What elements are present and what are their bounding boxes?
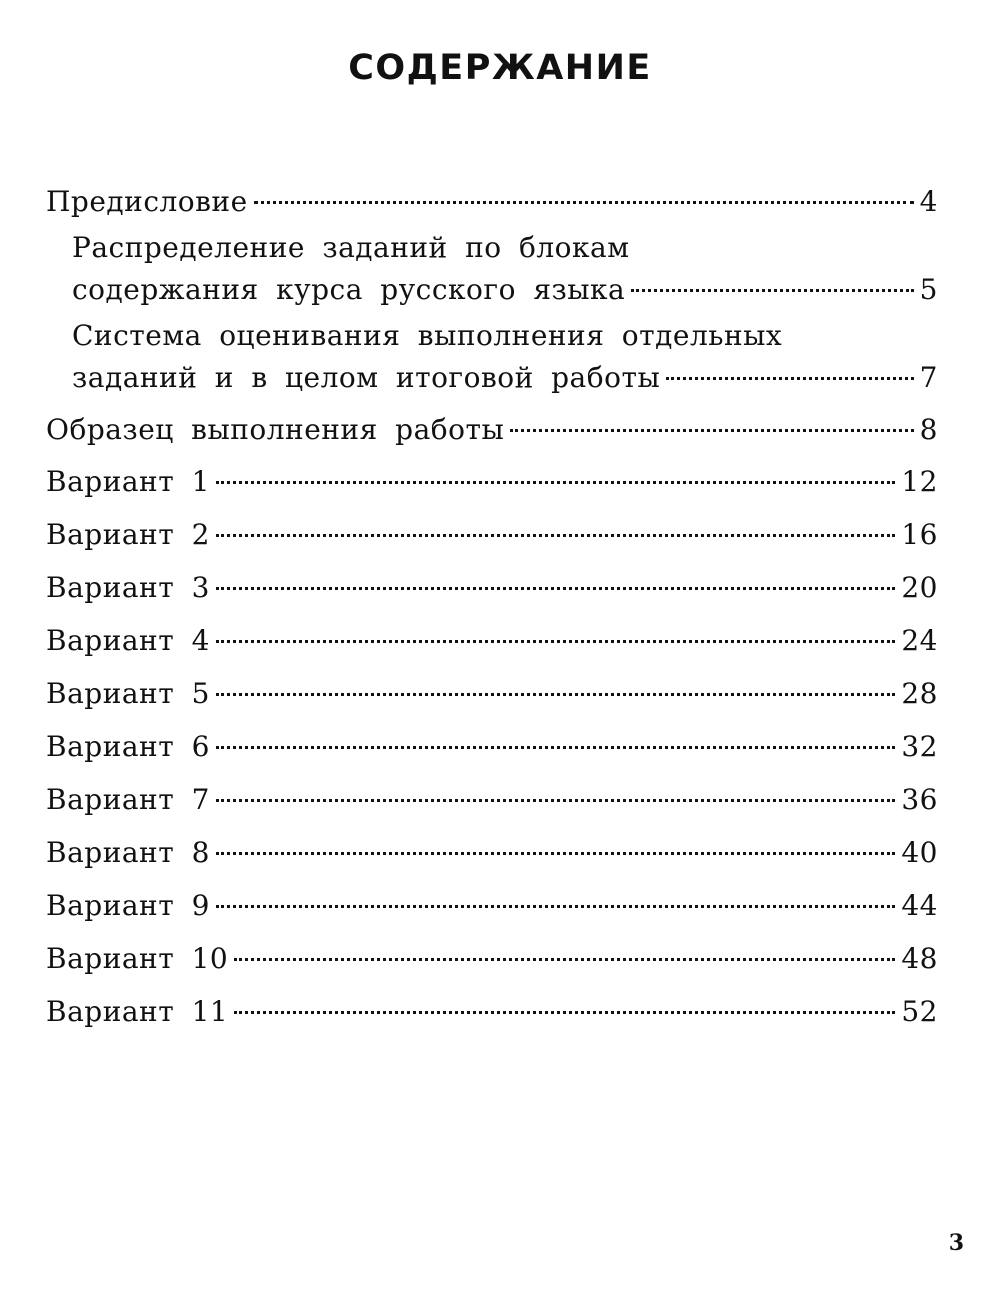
toc-entry-label: Предисловие [46,185,248,218]
dot-leader [631,289,913,292]
dot-leader [666,377,913,380]
dot-leader [216,587,895,590]
toc-entry-label: Вариант 3 [46,571,210,604]
dot-leader [234,958,895,961]
toc-entry-assessment-line1 [72,316,782,356]
toc-entry-variant-11 [46,992,938,1032]
toc-entry-page: 16 [901,518,938,551]
toc-entry-page: 48 [901,942,938,975]
toc-entry-page: 28 [901,677,938,710]
toc-entry-label: Вариант 6 [46,730,210,763]
toc-entry-variant-6 [46,727,938,767]
toc-entry-page: 12 [901,465,938,498]
toc-entry-page: 4 [919,185,938,218]
toc-entry-label: содержания курса русского языка [72,273,626,306]
toc-entry-assessment [72,358,938,398]
toc-entry-variant-9 [46,886,938,926]
toc-entry-label: Вариант 2 [46,518,210,551]
toc-entry-label: Вариант 1 [46,465,210,498]
toc-entry-page: 7 [919,361,938,394]
toc-entry-distribution [72,270,938,310]
toc-entry-variant-10 [46,939,938,979]
toc-entry-sample [46,410,938,450]
dot-leader [216,481,895,484]
toc-entry-label: Вариант 7 [46,783,210,816]
toc-entry-label: Вариант 9 [46,889,210,922]
toc-entry-label: заданий и в целом итоговой работы [72,361,661,394]
toc-entry-variant-2 [46,515,938,555]
toc-entry-page: 24 [901,624,938,657]
toc-entry-label: Вариант 10 [46,942,229,975]
toc-entry-label: Вариант 5 [46,677,210,710]
dot-leader [216,534,895,537]
toc-entry-page: 36 [901,783,938,816]
toc-entry-distribution-line1 [72,228,630,268]
toc-entry-page: 20 [901,571,938,604]
toc-entry-variant-1 [46,462,938,502]
page-title: СОДЕРЖАНИЕ [348,48,652,88]
toc-entry-preface [46,182,938,222]
dot-leader [216,799,895,802]
toc-entry-page: 44 [901,889,938,922]
toc-entry-variant-4 [46,621,938,661]
toc-entry-label: Образец выполнения работы [46,413,505,446]
toc-entry-page: 52 [901,995,938,1028]
toc-entry-variant-8 [46,833,938,873]
toc-entry-page: 5 [919,273,938,306]
toc-entry-label: Система оценивания выполнения отдельных [72,319,783,352]
toc-entry-label: Вариант 11 [46,995,229,1028]
dot-leader [216,746,895,749]
dot-leader [254,201,914,204]
dot-leader [510,429,913,432]
toc-entry-label: Вариант 8 [46,836,210,869]
dot-leader [216,905,895,908]
toc-entry-variant-7 [46,780,938,820]
dot-leader [216,640,895,643]
dot-leader [216,852,895,855]
toc-entry-page: 8 [919,413,938,446]
dot-leader [216,693,895,696]
toc-entry-variant-5 [46,674,938,714]
toc-entry-page: 40 [901,836,938,869]
dot-leader [234,1011,895,1014]
toc-entry-variant-3 [46,568,938,608]
toc-entry-label: Вариант 4 [46,624,210,657]
toc-entry-label: Распределение заданий по блокам [72,231,630,264]
page-number: 3 [948,1230,964,1256]
toc-entry-page: 32 [901,730,938,763]
